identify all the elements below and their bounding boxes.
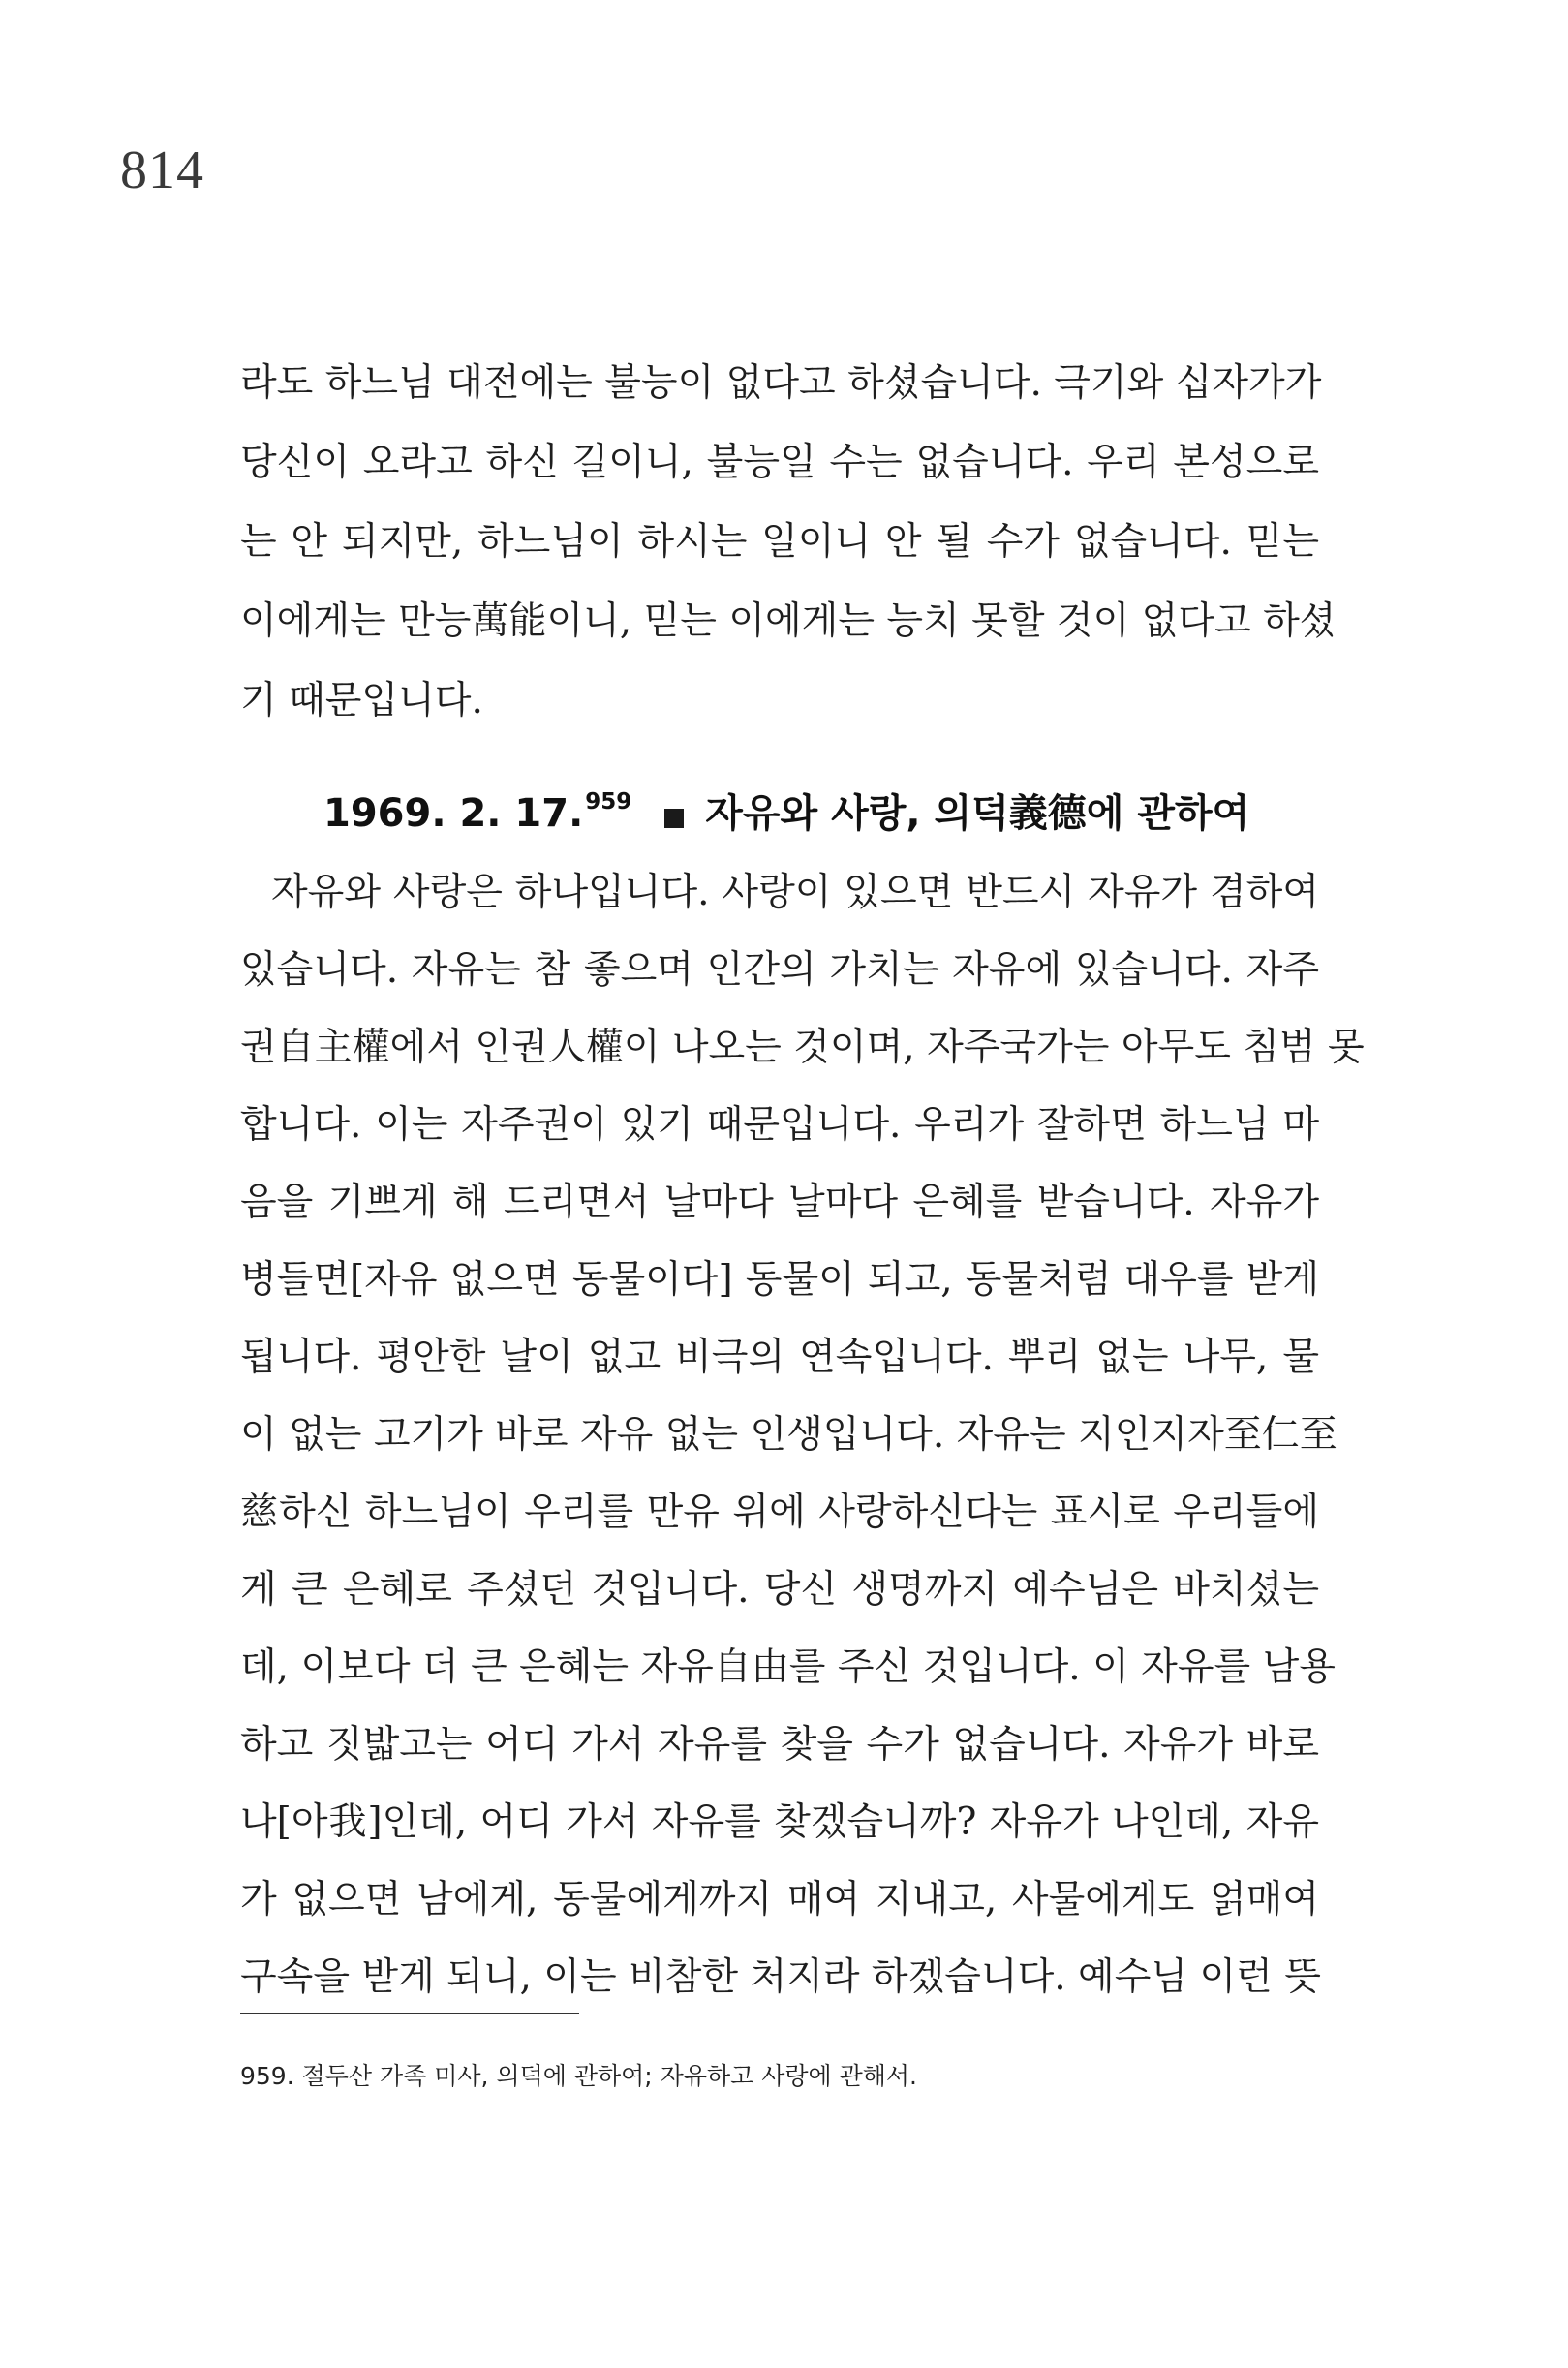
paragraph-line: 구속을 받게 되니, 이는 비참한 처지라 하겠습니다. 예수님 이런 뜻 — [240, 1955, 1321, 1999]
paragraph-line: 가 없으면 남에게, 동물에게까지 매여 지내고, 사물에게도 얽매여 — [240, 1878, 1319, 1922]
paragraph-line: 권自主權에서 인권人權이 나오는 것이며, 자주국가는 아무도 침범 못 — [240, 1026, 1365, 1069]
footnote-divider — [240, 2013, 579, 2014]
paragraph-line: 하고 짓밟고는 어디 가서 자유를 찾을 수가 없습니다. 자유가 바로 — [240, 1723, 1319, 1767]
paragraph-line: 는 안 되지만, 하느님이 하시는 일이니 안 될 수가 없습니다. 믿는 — [240, 520, 1319, 564]
paragraph-line: 자유와 사랑은 하나입니다. 사랑이 있으면 반드시 자유가 겸하여 — [271, 871, 1319, 914]
paragraph-line: 당신이 오라고 하신 길이니, 불능일 수는 없습니다. 우리 본성으로 — [240, 441, 1319, 484]
paragraph-line: 라도 하느님 대전에는 불능이 없다고 하셨습니다. 극기와 십자가가 — [240, 361, 1322, 405]
paragraph-line: 음을 기쁘게 해 드리면서 날마다 날마다 은혜를 받습니다. 자유가 — [240, 1181, 1319, 1224]
section-heading — [323, 784, 1249, 843]
paragraph-line: 나[아我]인데, 어디 가서 자유를 찾겠습니까? 자유가 나인데, 자유 — [240, 1800, 1319, 1844]
section-date: 1969. 2. 17. — [323, 791, 584, 836]
footnote-text: 959. 절두산 가족 미사, 의덕에 관하여; 자유하고 사랑에 관해서. — [240, 2062, 918, 2090]
paragraph-line: 됩니다. 평안한 날이 없고 비극의 연속입니다. 뿌리 없는 나무, 물 — [240, 1336, 1319, 1379]
section-title: 자유와 사랑, 의덕義德에 관하여 — [705, 791, 1250, 836]
paragraph-line: 기 때문입니다. — [240, 679, 483, 723]
paragraph-line: 병들면[자유 없으면 동물이다] 동물이 되고, 동물처럼 대우를 받게 — [240, 1258, 1319, 1302]
paragraph-line: 게 큰 은혜로 주셨던 것입니다. 당신 생명까지 예수님은 바치셨는 — [240, 1568, 1319, 1612]
paragraph-line: 慈하신 하느님이 우리를 만유 위에 사랑하신다는 표시로 우리들에 — [240, 1491, 1319, 1534]
paragraph-line: 이 없는 고기가 바로 자유 없는 인생입니다. 자유는 지인지자至仁至 — [240, 1413, 1337, 1457]
paragraph-line: 합니다. 이는 자주권이 있기 때문입니다. 우리가 잘하면 하느님 마 — [240, 1103, 1319, 1147]
page-number: 814 — [120, 140, 204, 200]
footnote-reference: 959 — [585, 789, 632, 815]
paragraph-line: 데, 이보다 더 큰 은혜는 자유自由를 주신 것입니다. 이 자유를 남용 — [240, 1645, 1336, 1689]
paragraph-line: 이에게는 만능萬能이니, 믿는 이에게는 능치 못할 것이 없다고 하셨 — [240, 600, 1337, 643]
paragraph-line: 있습니다. 자유는 참 좋으며 인간의 가치는 자유에 있습니다. 자주 — [240, 948, 1319, 992]
square-bullet-icon — [664, 809, 684, 828]
